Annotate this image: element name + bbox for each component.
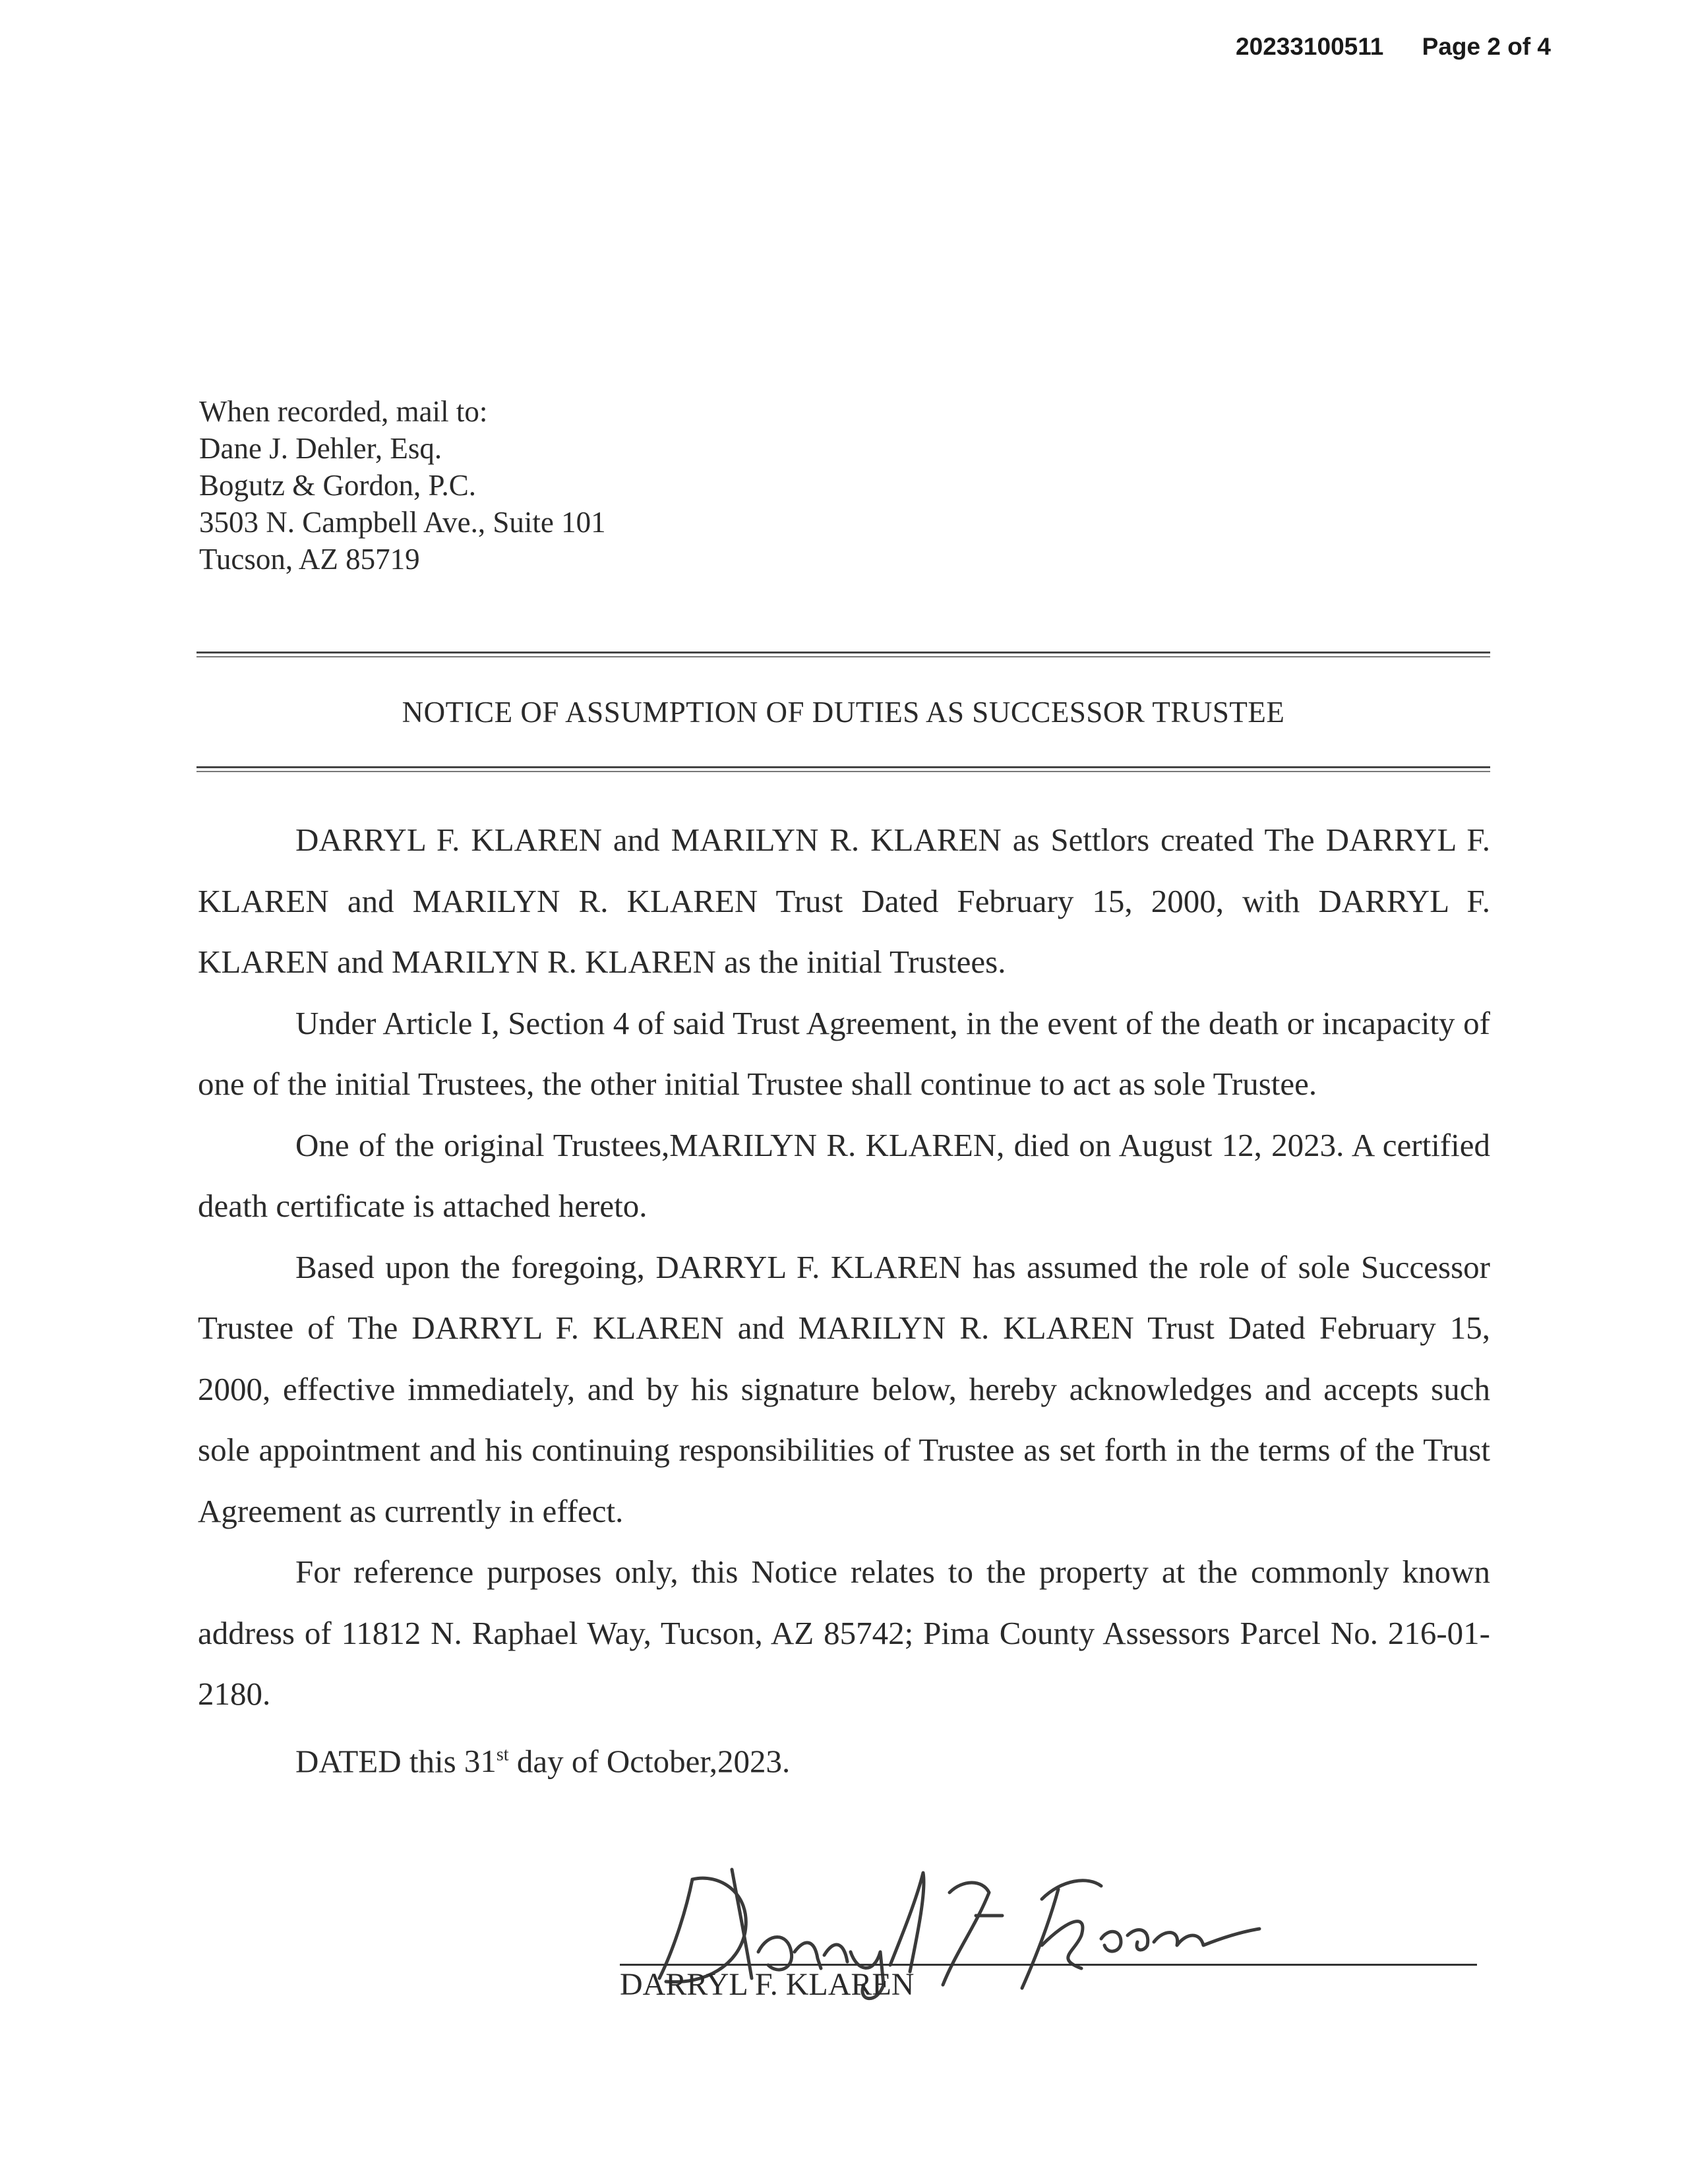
title-rule-bottom: [196, 766, 1490, 768]
mail-to-line: Tucson, AZ 85719: [199, 543, 420, 576]
body-paragraph: For reference purposes only, this Notice relates to the property at the commonly known address of 11812 N. Raphael Way, Tucson, AZ 85742; Pima County Assessors Parcel No. 216-01-2180.: [198, 1554, 1490, 1712]
body-paragraph: DARRYL F. KLAREN and MARILYN R. KLAREN as Settlors created The DARRYL F. KLAREN and MARILYN R. KLAREN Trust Dated February 15, 2000, with DARRYL F. KLAREN and MARILYN R. KLAREN as the initial Trustees.: [198, 822, 1490, 980]
signer-printed-name: DARRYL F. KLAREN: [620, 1967, 915, 2002]
page-header: [1236, 33, 1551, 61]
dated-rest: day of October,2023.: [516, 1742, 791, 1779]
document-number: 20233100511: [1236, 33, 1384, 60]
signature-block: [620, 1853, 1477, 2011]
mail-to-line: When recorded, mail to:: [199, 395, 488, 428]
mail-to-line: Bogutz & Gordon, P.C.: [199, 469, 477, 502]
body-paragraph: Under Article I, Section 4 of said Trust Agreement, in the event of the death or incapacity of one of the initial Trustees, the other initial Trustee shall continue to act as sole Trustee.: [198, 1004, 1490, 1102]
dated-line: [198, 1725, 1490, 1792]
dated-prefix: DATED this: [295, 1742, 456, 1779]
page-number: Page 2 of 4: [1422, 33, 1551, 60]
mail-to-line: Dane J. Dehler, Esq.: [199, 432, 442, 465]
mail-to-block: [199, 393, 606, 578]
dated-day: 31st: [464, 1742, 509, 1779]
body-paragraph: One of the original Trustees,MARILYN R. KLAREN, died on August 12, 2023. A certified death certificate is attached hereto.: [198, 1126, 1490, 1224]
document-title: NOTICE OF ASSUMPTION OF DUTIES AS SUCCESSOR TRUSTEE: [402, 696, 1285, 729]
signature-line: [620, 1964, 1477, 1966]
body-paragraph: Based upon the foregoing, DARRYL F. KLAREN has assumed the role of sole Successor Trustee of The DARRYL F. KLAREN and MARILYN R. KLAREN Trust Dated February 15, 2000, effective immediately, and by his signature below, hereby acknowledges and accepts such sole appointment and his continuing responsibilities of Trustee as set forth in the terms of the Trust Agreement as currently in effect.: [198, 1248, 1490, 1529]
mail-to-line: 3503 N. Campbell Ave., Suite 101: [199, 506, 606, 539]
dated-day-suffix: st: [496, 1744, 509, 1765]
document-body: [198, 810, 1490, 1792]
title-rule-top: [196, 652, 1490, 653]
